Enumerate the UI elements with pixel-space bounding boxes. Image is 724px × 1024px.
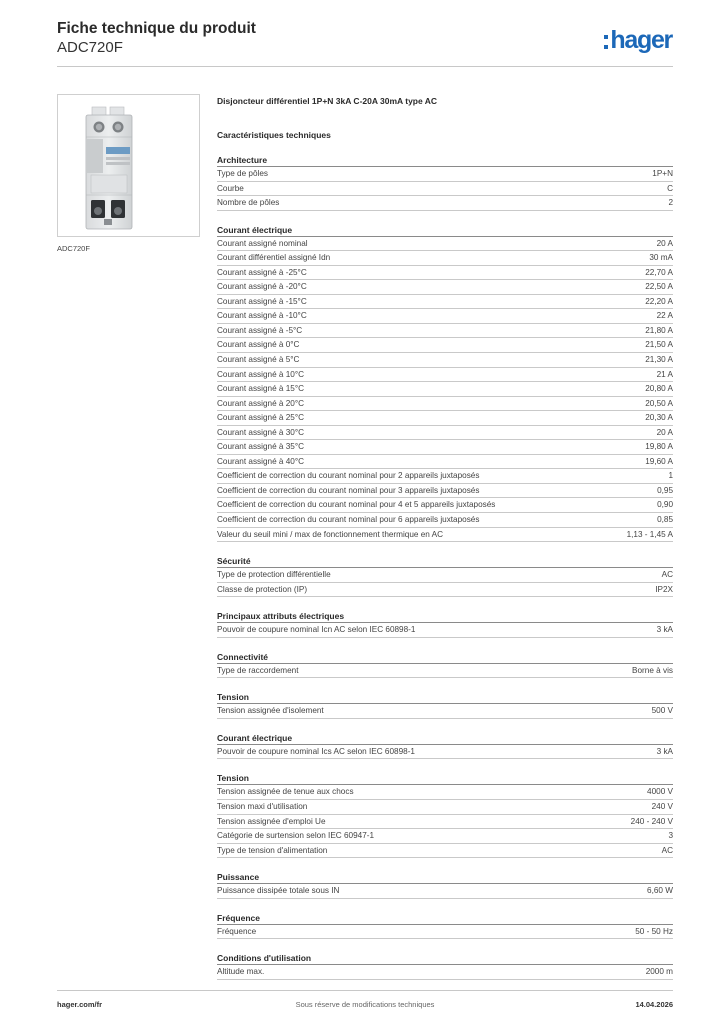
spec-row	[217, 324, 673, 339]
logo-mark-icon	[604, 35, 608, 49]
hager-logo	[604, 27, 672, 53]
spec-row	[217, 440, 673, 455]
spec-row	[217, 484, 673, 499]
section-title: Puissance	[217, 872, 673, 884]
spec-row	[217, 965, 673, 980]
spec-label: Type de protection différentielle	[217, 570, 331, 580]
spec-label: Puissance dissipée totale sous IN	[217, 886, 340, 896]
spec-value: 21 A	[656, 369, 673, 379]
spec-row	[217, 664, 673, 679]
spec-label: Courant assigné à 15°C	[217, 384, 305, 394]
spec-label: Pouvoir de coupure nominal Icn AC selon IEC 60898-1	[217, 625, 416, 635]
spec-row	[217, 844, 673, 859]
spec-row	[217, 368, 673, 383]
spec-label: Tension assignée d'isolement	[217, 706, 324, 716]
spec-value: 21,50 A	[645, 340, 673, 350]
tech-characteristics-heading: Caractéristiques techniques	[217, 130, 331, 140]
spec-label: Coefficient de correction du courant nominal pour 3 appareils juxtaposés	[217, 485, 480, 495]
spec-row	[217, 884, 673, 899]
spec-value: 19,80 A	[645, 442, 673, 452]
spec-row	[217, 583, 673, 598]
spec-value: 21,30 A	[645, 355, 673, 365]
spec-row	[217, 237, 673, 252]
spec-value: 3	[668, 831, 673, 841]
spec-row	[217, 513, 673, 528]
spec-label: Catégorie de surtension selon IEC 60947-1	[217, 831, 375, 841]
spec-row	[217, 745, 673, 760]
spec-label: Courant assigné à 30°C	[217, 427, 305, 437]
spec-row	[217, 397, 673, 412]
spec-section	[217, 692, 673, 719]
spec-label: Courant assigné à -10°C	[217, 311, 307, 321]
spec-value: 1,13 - 1,45 A	[626, 529, 673, 539]
spec-row	[217, 455, 673, 470]
product-reference: ADC720F	[57, 39, 123, 56]
spec-value: 22,70 A	[645, 267, 673, 277]
spec-row	[217, 815, 673, 830]
section-title: Conditions d'utilisation	[217, 953, 673, 965]
spec-label: Courant assigné à 5°C	[217, 355, 300, 365]
spec-section	[217, 225, 673, 542]
spec-label: Courant assigné à -15°C	[217, 296, 307, 306]
spec-value: 21,80 A	[645, 325, 673, 335]
spec-value: 2	[668, 198, 673, 208]
section-title: Architecture	[217, 155, 673, 167]
spec-label: Fréquence	[217, 926, 257, 936]
spec-value: 500 V	[651, 706, 673, 716]
spec-row	[217, 280, 673, 295]
spec-value: 20 A	[656, 238, 673, 248]
spec-section	[217, 953, 673, 980]
spec-row	[217, 266, 673, 281]
page-footer	[57, 990, 673, 1015]
spec-label: Courant assigné à -5°C	[217, 325, 303, 335]
spec-row	[217, 426, 673, 441]
spec-row	[217, 382, 673, 397]
section-title: Principaux attributs électriques	[217, 611, 673, 623]
spec-value: 6,60 W	[647, 886, 673, 896]
spec-label: Tension assignée d'emploi Ue	[217, 816, 326, 826]
spec-section	[217, 611, 673, 638]
spec-row	[217, 353, 673, 368]
spec-value: 0,95	[657, 485, 673, 495]
spec-label: Altitude max.	[217, 967, 265, 977]
spec-value: 30 mA	[649, 253, 673, 263]
spec-value: 4000 V	[647, 787, 673, 797]
spec-value: 22,50 A	[645, 282, 673, 292]
spec-label: Courant assigné à 25°C	[217, 413, 305, 423]
spec-section	[217, 556, 673, 597]
spec-value: 22,20 A	[645, 296, 673, 306]
spec-value: IP2X	[655, 584, 673, 594]
spec-label: Courant différentiel assigné Idn	[217, 253, 331, 263]
spec-row	[217, 785, 673, 800]
spec-row	[217, 182, 673, 197]
spec-row	[217, 528, 673, 543]
spec-label: Tension maxi d'utilisation	[217, 801, 308, 811]
circuit-breaker-image	[58, 95, 199, 236]
section-title: Courant électrique	[217, 225, 673, 237]
footer-date: 14.04.2026	[635, 1000, 673, 1009]
section-title: Fréquence	[217, 913, 673, 925]
spec-row	[217, 568, 673, 583]
spec-value: 20,30 A	[645, 413, 673, 423]
spec-row	[217, 498, 673, 513]
spec-section	[217, 872, 673, 899]
spec-value: 20,80 A	[645, 384, 673, 394]
spec-label: Coefficient de correction du courant nominal pour 4 et 5 appareils juxtaposés	[217, 500, 496, 510]
section-title: Courant électrique	[217, 733, 673, 745]
spec-value: 0,85	[657, 515, 673, 525]
spec-row	[217, 800, 673, 815]
spec-value: C	[667, 183, 673, 193]
spec-value: 20,50 A	[645, 398, 673, 408]
section-title: Tension	[217, 773, 673, 785]
spec-section	[217, 773, 673, 858]
spec-value: 3 kA	[656, 746, 673, 756]
page-header	[57, 20, 673, 67]
spec-section	[217, 733, 673, 760]
page-title: Fiche technique du produit	[57, 20, 256, 37]
spec-row	[217, 196, 673, 211]
spec-section	[217, 652, 673, 679]
product-image	[57, 94, 200, 237]
spec-row	[217, 704, 673, 719]
spec-sections	[217, 155, 673, 980]
spec-label: Type de pôles	[217, 169, 268, 178]
spec-label: Coefficient de correction du courant nominal pour 6 appareils juxtaposés	[217, 515, 480, 525]
spec-value: 19,60 A	[645, 456, 673, 466]
spec-row	[217, 411, 673, 426]
footer-website: hager.com/fr	[57, 1000, 103, 1009]
spec-value: 240 - 240 V	[630, 816, 673, 826]
spec-row	[217, 623, 673, 638]
spec-label: Courant assigné à -20°C	[217, 282, 307, 292]
spec-value: AC	[661, 570, 673, 580]
section-title: Sécurité	[217, 556, 673, 568]
spec-value: 1	[668, 471, 673, 481]
section-title: Connectivité	[217, 652, 673, 664]
spec-section	[217, 913, 673, 940]
spec-row	[217, 338, 673, 353]
spec-value: AC	[661, 845, 673, 855]
image-caption: ADC720F	[57, 244, 90, 253]
spec-label: Nombre de pôles	[217, 198, 280, 208]
spec-row	[217, 309, 673, 324]
spec-value: 3 kA	[656, 625, 673, 635]
spec-label: Valeur du seuil mini / max de fonctionnement thermique en AC	[217, 529, 444, 539]
spec-value: 2000 m	[645, 967, 673, 977]
spec-content	[217, 95, 673, 980]
spec-label: Pouvoir de coupure nominal Ics AC selon IEC 60898-1	[217, 746, 415, 756]
spec-label: Type de tension d'alimentation	[217, 845, 328, 855]
footer-notice: Sous réserve de modifications techniques	[295, 1000, 435, 1009]
spec-row	[217, 829, 673, 844]
spec-label: Courant assigné à 20°C	[217, 398, 305, 408]
spec-label: Courant assigné nominal	[217, 238, 308, 248]
spec-section	[217, 155, 673, 211]
spec-row	[217, 925, 673, 940]
spec-label: Courant assigné à 40°C	[217, 456, 305, 466]
section-title: Tension	[217, 692, 673, 704]
spec-row	[217, 469, 673, 484]
spec-row	[217, 167, 673, 182]
spec-label: Courant assigné à 35°C	[217, 442, 305, 452]
spec-label: Classe de protection (IP)	[217, 584, 308, 594]
spec-label: Courant assigné à -25°C	[217, 267, 307, 277]
spec-value: 0,90	[657, 500, 673, 510]
spec-value: 1P+N	[652, 169, 673, 178]
logo-text: hager	[610, 26, 672, 54]
spec-label: Courant assigné à 0°C	[217, 340, 300, 350]
spec-label: Tension assignée de tenue aux chocs	[217, 787, 354, 797]
spec-value: 50 - 50 Hz	[635, 926, 673, 936]
spec-label: Courant assigné à 10°C	[217, 369, 305, 379]
product-description: Disjoncteur différentiel 1P+N 3kA C-20A 30mA type AC	[217, 96, 438, 106]
spec-row	[217, 251, 673, 266]
spec-label: Coefficient de correction du courant nominal pour 2 appareils juxtaposés	[217, 471, 480, 481]
spec-value: 240 V	[651, 801, 673, 811]
spec-row	[217, 295, 673, 310]
spec-value: 20 A	[656, 427, 673, 437]
spec-value: Borne à vis	[632, 665, 673, 675]
spec-label: Type de raccordement	[217, 665, 299, 675]
spec-label: Courbe	[217, 183, 244, 193]
spec-value: 22 A	[656, 311, 673, 321]
